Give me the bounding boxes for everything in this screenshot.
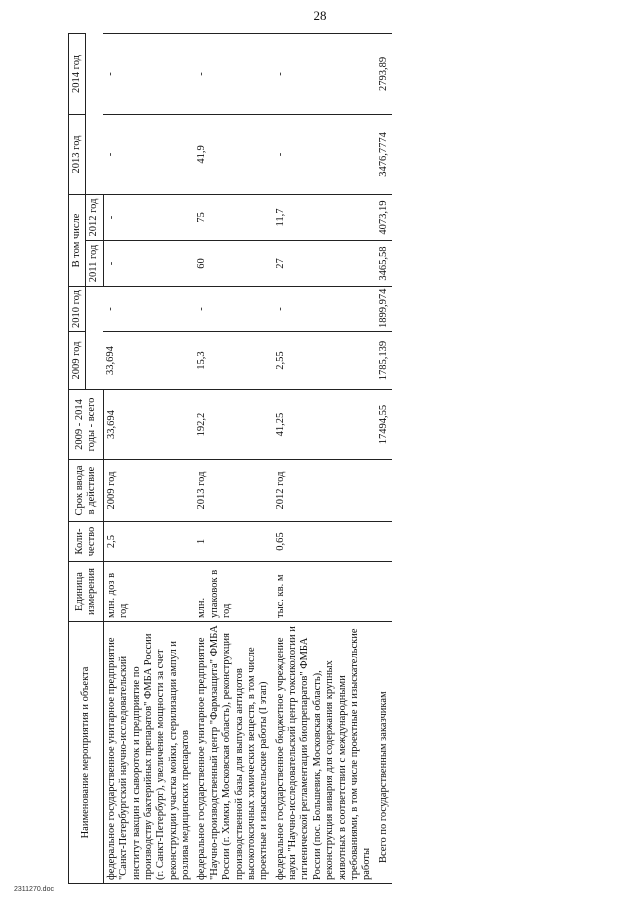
row-y2010: - <box>273 287 376 332</box>
header-y2009: 2009 год <box>69 332 86 390</box>
header-name: Наименование мероприятия и объекта <box>69 622 104 884</box>
row-y2012: 75 <box>194 194 272 240</box>
header-y2011: 2011 год <box>86 241 103 287</box>
row-qty: 2,5 <box>103 522 194 562</box>
row-unit: тыс. кв. м <box>273 562 376 622</box>
total-empty-cell <box>376 522 392 562</box>
file-footer: 2311270.doc <box>14 886 54 893</box>
total-y2011: 3465,58 <box>376 241 392 287</box>
row-qty: 0,65 <box>273 522 376 562</box>
header-y2010: 2010 год <box>69 287 86 332</box>
row-total: 192,2 <box>194 390 272 460</box>
rotated-table-container <box>68 34 578 884</box>
header-unit: Единица измерения <box>69 562 104 622</box>
row-name: федеральное государственное бюджетное учреждение науки "Научно-исследовательский центр токсикологии и гигиенической регламентации биопрепаратов" ФМБА России (пос. Большевик, Московская область), реконструкция вивария для содержания крупных животных в соответствии с международными требованиями, в том числе проектные и изыскательские работы <box>273 622 376 884</box>
row-term: 2009 год <box>103 460 194 522</box>
row-y2014: - <box>194 33 272 114</box>
row-y2010: - <box>194 287 272 332</box>
row-y2009: 33,694 <box>103 332 194 390</box>
row-unit: млн. доз в год <box>103 562 194 622</box>
row-term: 2013 год <box>194 460 272 522</box>
total-row <box>376 33 392 883</box>
row-y2012: 11,7 <box>273 194 376 240</box>
row-y2012: - <box>103 194 194 240</box>
row-y2009: 2,55 <box>273 332 376 390</box>
row-y2011: 60 <box>194 241 272 287</box>
page-number: 28 <box>313 8 327 23</box>
total-empty-cell <box>376 460 392 522</box>
header-in-that: В том числе <box>69 194 86 286</box>
row-total: 33,694 <box>103 390 194 460</box>
header-term: Срок ввода в действие <box>69 460 104 522</box>
row-y2011: 27 <box>273 241 376 287</box>
total-y2014: 2793,89 <box>376 33 392 114</box>
row-y2013: - <box>103 114 194 194</box>
table-row <box>103 33 194 883</box>
row-y2011: - <box>103 241 194 287</box>
table-row <box>194 33 272 883</box>
total-y2009: 1785,139 <box>376 332 392 390</box>
row-y2010: - <box>103 287 194 332</box>
objects-table <box>68 33 392 884</box>
row-y2013: - <box>273 114 376 194</box>
total-y2012: 4073,19 <box>376 194 392 240</box>
header-y2012: 2012 год <box>86 194 103 240</box>
row-term: 2012 год <box>273 460 376 522</box>
row-y2013: 41,9 <box>194 114 272 194</box>
header-y2013: 2013 год <box>69 114 86 194</box>
row-qty: 1 <box>194 522 272 562</box>
row-name: федеральное государственное унитарное предприятие "Санкт-Петербургский научно-исследовательский институт вакцин и сывороток и предприятие по производству бактерийных препаратов" ФМБА России (г. Санкт-Петербург), увеличение мощности за счет реконструкции участка мойки, стерилизации ампул и розлива медицинских препаратов <box>103 622 194 884</box>
total-y2010: 1899,974 <box>376 287 392 332</box>
row-unit: млн. упаковок в год <box>194 562 272 622</box>
table-row <box>273 33 376 883</box>
header-total-period: 2009 - 2014 годы - всего <box>69 390 104 460</box>
total-sum: 17494,55 <box>376 390 392 460</box>
total-y2013: 3476,7774 <box>376 114 392 194</box>
total-label: Всего по государственным заказчикам <box>376 622 392 884</box>
row-y2014: - <box>103 33 194 114</box>
total-empty-cell <box>376 562 392 622</box>
header-qty: Коли-чество <box>69 522 104 562</box>
header-y2014: 2014 год <box>69 33 86 114</box>
row-y2009: 15,3 <box>194 332 272 390</box>
row-total: 41,25 <box>273 390 376 460</box>
row-name: федеральное государственное унитарное предприятие "Научно-производственный центр "Фармзащита" ФМБА России (г. Химки, Московская область), реконструкция производственной базы для выпуска антидотов высокотоксичных химических веществ, в том числе проектные и изыскательские работы (I этап) <box>194 622 272 884</box>
row-y2014: - <box>273 33 376 114</box>
